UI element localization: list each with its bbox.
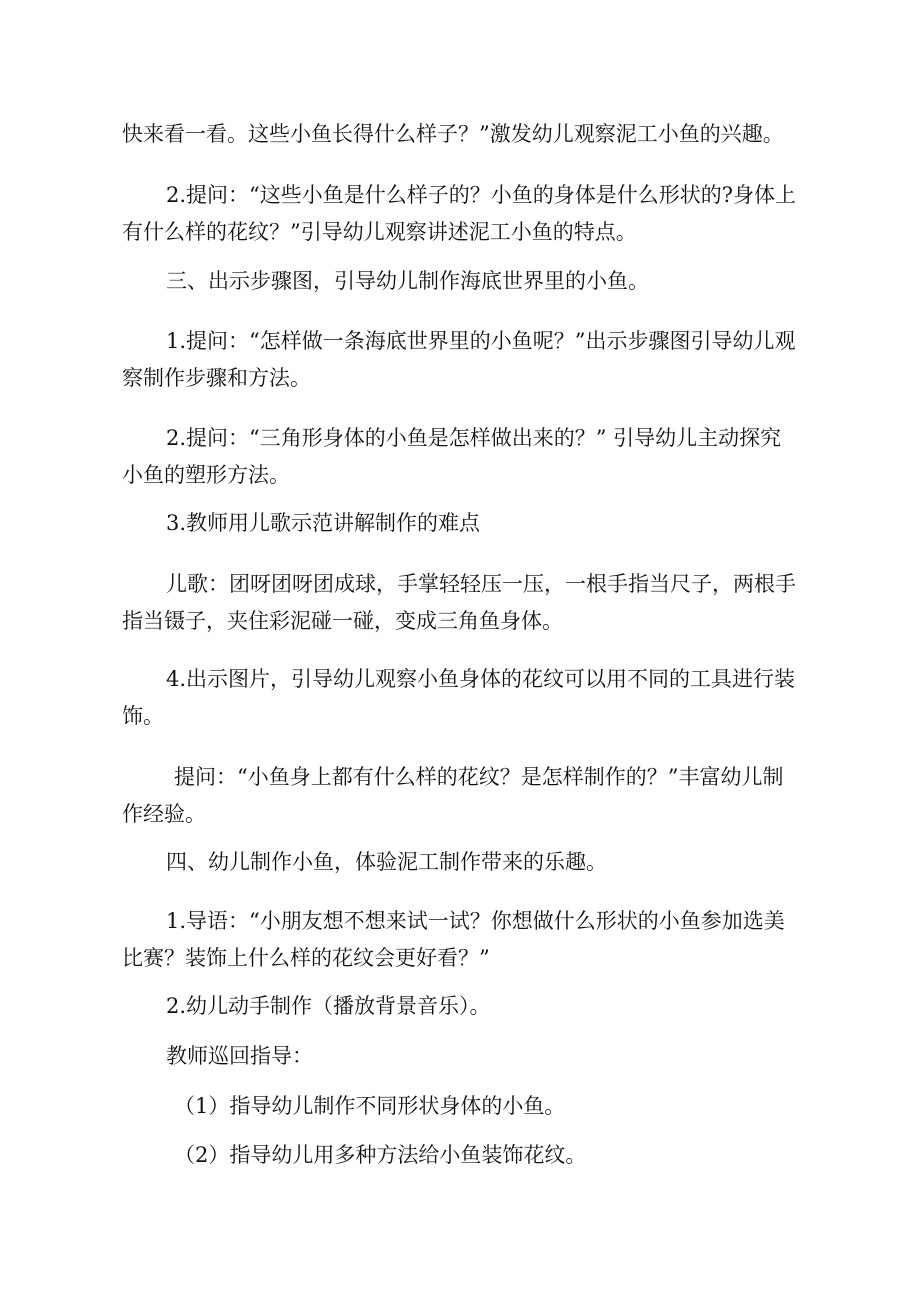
paragraph-guide-1: 1.导语：“小朋友想不想来试一试？你想做什么形状的小鱼参加选美比赛？装饰上什么样的花纹会更好看？” xyxy=(122,909,785,970)
paragraph-step-4: 4.出示图片，引导幼儿观察小鱼身体的花纹可以用不同的工具进行装饰。 xyxy=(122,667,796,728)
paragraph-intro-continued: 快来看一看。这些小鱼长得什么样子？”激发幼儿观察泥工小鱼的兴趣。 xyxy=(122,122,784,146)
list-item-guidance-1: （1）指导幼儿制作不同形状身体的小鱼。 xyxy=(174,1094,566,1118)
heading-section-4: 四、幼儿制作小鱼，体验泥工制作带来的乐趣。 xyxy=(166,850,607,874)
paragraph-step-2: 2.提问：“三角形身体的小鱼是怎样做出来的？” 引导幼儿主动探究小鱼的塑形方法。 xyxy=(122,426,782,487)
paragraph-question-patterns: 提问：“小鱼身上都有什么样的花纹？是怎样制作的？”丰富幼儿制作经验。 xyxy=(122,765,784,826)
paragraph-teacher-guidance: 教师巡回指导： xyxy=(166,1044,313,1068)
paragraph-step-1: 1.提问：“怎样做一条海底世界里的小鱼呢？”出示步骤图引导幼儿观察制作步骤和方法。 xyxy=(122,329,796,390)
paragraph-guide-2: 2.幼儿动手制作（播放背景音乐）。 xyxy=(166,994,491,1018)
paragraph-step-3: 3.教师用儿歌示范讲解制作的难点 xyxy=(166,511,481,535)
list-item-guidance-2: （2）指导幼儿用多种方法给小鱼装饰花纹。 xyxy=(174,1143,587,1167)
paragraph-question-2: 2.提问：“这些小鱼是什么样子的？小鱼的身体是什么形状的?身体上有什么样的花纹？”引导幼儿观察讲述泥工小鱼的特点。 xyxy=(122,183,797,244)
heading-section-3: 三、出示步骤图，引导幼儿制作海底世界里的小鱼。 xyxy=(166,269,649,293)
paragraph-nursery-rhyme: 儿歌：团呀团呀团成球，手掌轻轻压一压，一根手指当尺子，两根手指当镊子，夹住彩泥碰一碰，变成三角鱼身体。 xyxy=(122,572,796,633)
